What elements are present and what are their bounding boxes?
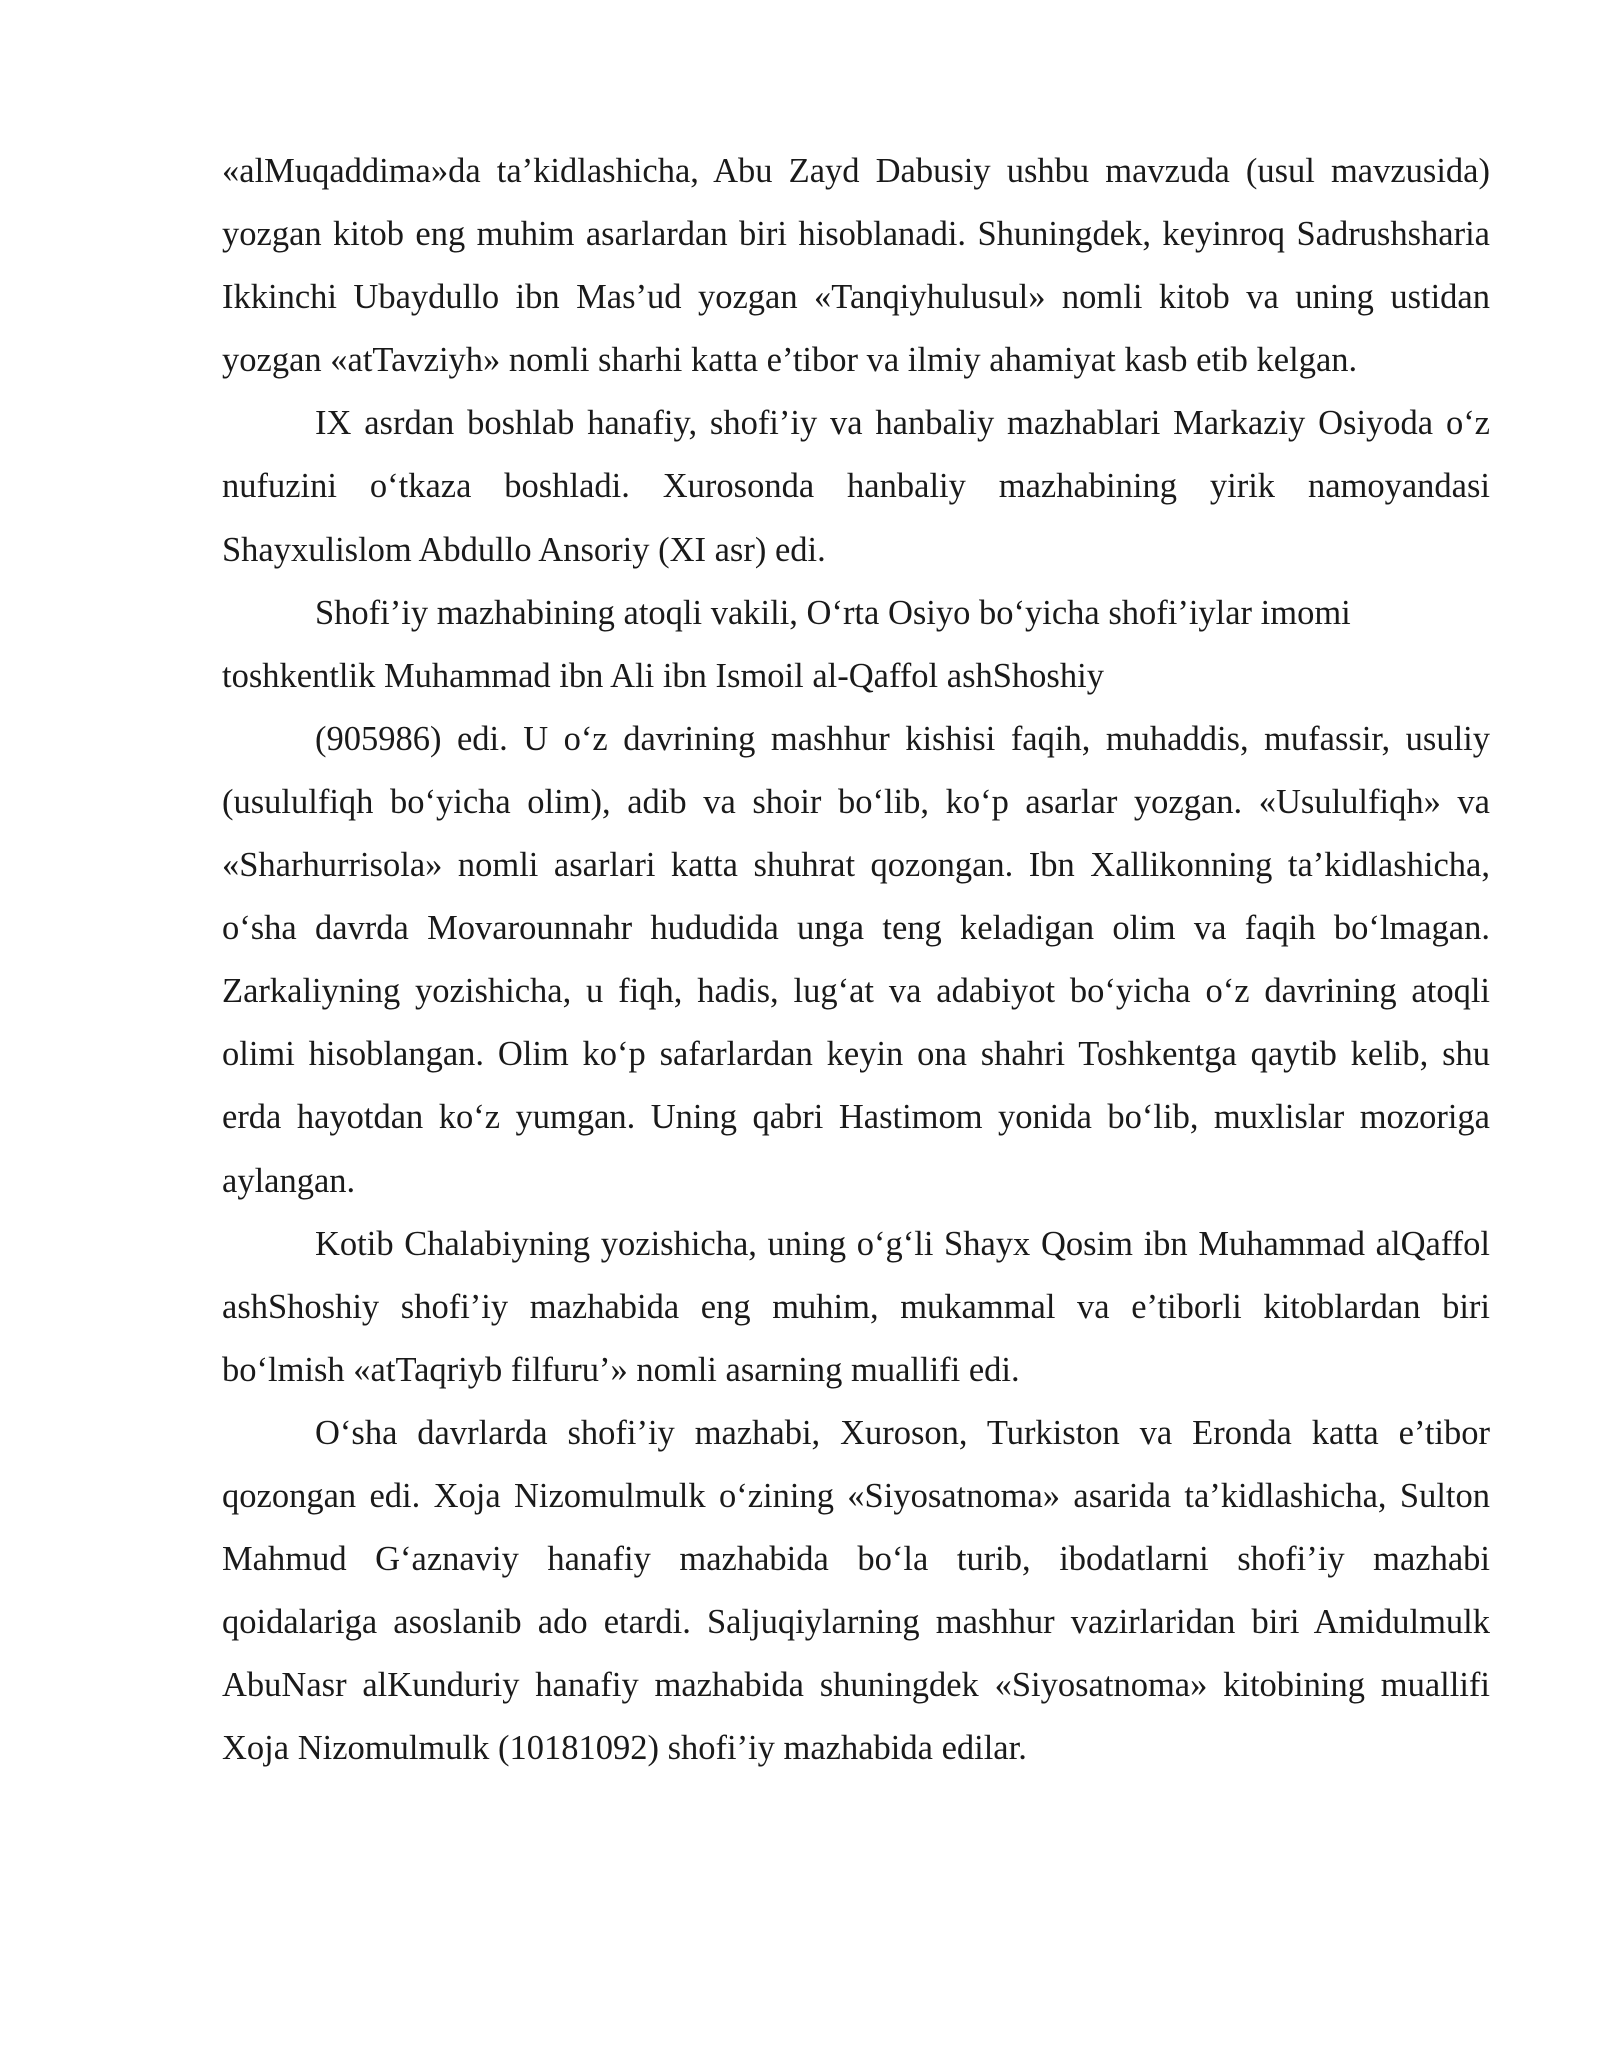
- paragraph-3: Shofi’iy mazhabining atoqli vakili, O‘rta Osiyo bo‘yicha shofi’iylar imomi toshkentlik Muhammad ibn Ali ibn Ismoil al-Qaffol ashShoshiy: [222, 593, 1351, 695]
- paragraph-2: IX asrdan boshlab hanafiy, shofi’iy va hanbaliy mazhablari Markaziy Osiyoda o‘z nufuzini o‘tkaza boshladi. Xurosonda hanbaliy mazhabining yirik namoyandasi Shayxulislom Abdullo Ansoriy (XI asr) edi.: [222, 404, 1490, 569]
- paragraph-5: Kotib Chalabiyning yozishicha, uning o‘g‘li Shayx Qosim ibn Muhammad alQaffol ashShoshiy shofi’iy mazhabida eng muhim, mukammal va e’tiborli kitoblardan biri bo‘lmish «atTaqriyb filfuru’» nomli asarning muallifi edi.: [222, 1224, 1490, 1389]
- paragraph-6: O‘sha davrlarda shofi’iy mazhabi, Xuroson, Turkiston va Eronda katta e’tibor qozongan edi. Xoja Nizomulmulk o‘zining «Siyosatnoma» asarida ta’kidlashicha, Sulton Mahmud G‘aznaviy hanafiy mazhabida bo‘la turib, ibodatlarni shofi’iy mazhabi qoidalariga asoslanib ado etardi. Saljuqiylarning mashhur vazirlaridan biri Amidulmulk AbuNasr alKunduriy hanafiy mazhabida shuningdek «Siyosatnoma» kitobining muallifi Xoja Nizomulmulk (10181092) shofi’iy mazhabida edilar.: [222, 1413, 1490, 1768]
- paragraph-4: (905986) edi. U o‘z davrining mashhur kishisi faqih, muhaddis, mufassir, usuliy (usululfiqh bo‘yicha olim), adib va shoir bo‘lib, ko‘p asarlar yozgan. «Usululfiqh» va «Sharhurrisola» nomli asarlari katta shuhrat qozongan. Ibn Xallikonning ta’kidlashicha, o‘sha davrda Movarounnahr hududida unga teng keladigan olim va faqih bo‘lmagan. Zarkaliyning yozishicha, u fiqh, hadis, lug‘at va adabiyot bo‘yicha o‘z davrining atoqli olimi hisoblangan. Olim ko‘p safarlardan keyin ona shahri Toshkentga qaytib kelib, shu erda hayotdan ko‘z yumgan. Uning qabri Hastimom yonida bo‘lib, muxlislar mozoriga aylangan.: [222, 719, 1490, 1200]
- document-body: [222, 140, 1490, 1780]
- paragraph-1: «alMuqaddima»da ta’kidlashicha, Abu Zayd Dabusiy ushbu mavzuda (usul mavzusida) yozgan kitob eng muhim asarlardan biri hisoblanadi. Shuningdek, keyinroq Sadrushsharia Ikkinchi Ubaydullo ibn Mas’ud yozgan «Tanqiyhulusul» nomli kitob va uning ustidan yozgan «atTavziyh» nomli sharhi katta e’tibor va ilmiy ahamiyat kasb etib kelgan.: [222, 152, 1490, 380]
